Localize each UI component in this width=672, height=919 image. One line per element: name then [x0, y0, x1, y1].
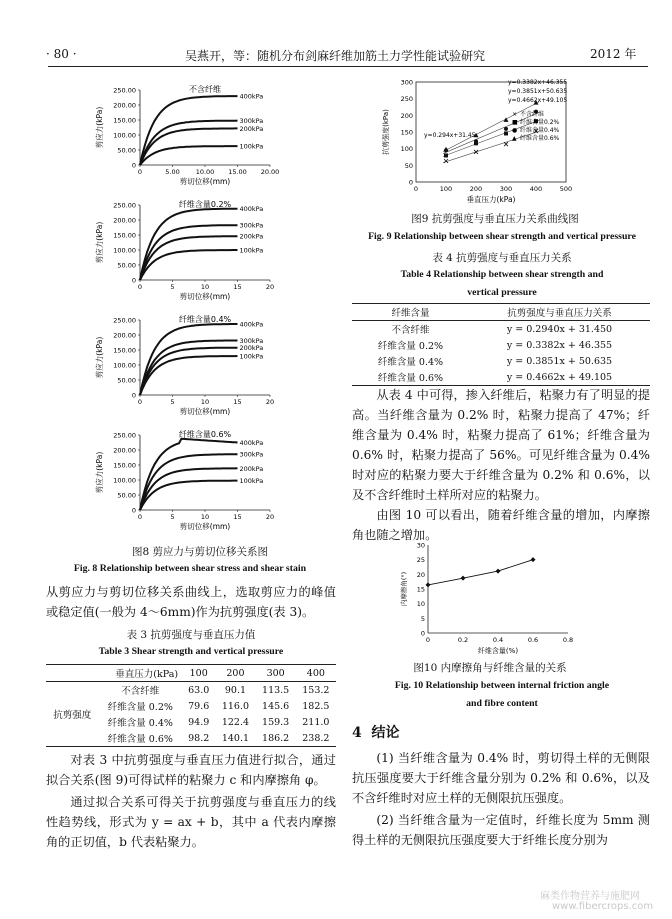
x-axis-label: 纤维含量(%)	[477, 647, 519, 655]
data-point	[504, 127, 508, 131]
table3-cell: 145.6	[262, 700, 290, 712]
table3-cell: 182.5	[302, 700, 330, 712]
curve-label: 100kPa	[239, 352, 264, 361]
table3-cell: 116.0	[221, 700, 250, 712]
table3-cell: 140.1	[221, 732, 250, 744]
table4-title-en: Table 4 Relationship between shear strength and	[400, 269, 604, 280]
x-tick-label: 200	[469, 185, 483, 193]
table4-cell: y = 0.4662x + 49.105	[506, 371, 613, 383]
y-axis-label: 剪应力(kPa)	[95, 336, 104, 379]
table4	[352, 303, 650, 386]
x-tick-label: 5	[170, 398, 175, 406]
data-point	[496, 569, 501, 574]
y-axis-label: 剪应力(kPa)	[95, 451, 104, 494]
x-tick-label: 400	[529, 185, 543, 193]
fig8-caption-en: Fig. 8 Relationship between shear stress and shear stain	[73, 563, 307, 574]
fit-equation: y=0.3382x+46.355	[508, 79, 568, 86]
table3	[46, 664, 336, 747]
y-tick-label: 50	[404, 161, 413, 170]
year: 2012 年	[590, 47, 637, 61]
y-tick-label: 0	[131, 276, 136, 285]
table-row	[352, 321, 650, 338]
watermark-url: www.fibercrops.com	[552, 901, 654, 912]
y-tick-label: 15	[416, 585, 425, 594]
y-tick-label: 50.00	[117, 376, 136, 385]
table3-cell: 94.9	[188, 716, 210, 728]
table3-cell: 90.1	[224, 684, 247, 696]
running-title: 吴燕开，等：随机分布剑麻纤维加筋土力学性能试验研究	[185, 49, 486, 63]
y-tick-label: 150.00	[113, 346, 136, 355]
y-tick-label: 100.00	[113, 131, 136, 140]
y-tick-label: 30	[416, 541, 425, 550]
paragraph-peak-selection: 从剪应力与剪切位移关系曲线上，选取剪应力的峰值或稳定值(一般为 4～6mm)作为抗剪强度(表 3)。	[46, 585, 336, 619]
x-axis-label: 剪切位移(mm)	[179, 292, 231, 301]
x-tick-label: 0	[137, 168, 143, 176]
y-tick-label: 100.00	[113, 246, 136, 255]
table4-cell: y = 0.3851x + 50.635	[506, 355, 613, 367]
curve-label: 300kPa	[239, 221, 264, 230]
stress-curve	[140, 356, 238, 395]
y-tick-label: 250	[400, 95, 413, 104]
y-tick-label: 200.00	[113, 101, 136, 110]
table3-cell: 153.2	[302, 684, 330, 696]
panel-title: 纤维含量0.4%	[178, 315, 232, 324]
y-tick-label: 250.00	[113, 201, 136, 210]
x-axis-label: 剪切位移(mm)	[179, 177, 231, 186]
y-axis-label: 抗剪强度(kPa)	[382, 109, 390, 155]
y-axis-label: 剪应力(kPa)	[95, 106, 104, 149]
x-tick-label: 20.00	[260, 168, 280, 176]
y-tick-label: 5	[420, 614, 425, 623]
panel-title: 纤维含量0.2%	[178, 200, 232, 209]
table-row	[352, 369, 650, 386]
table3-cell: 79.6	[188, 700, 210, 712]
table3-title-cn: 表 3 抗剪强度与垂直压力值	[126, 629, 256, 641]
y-axis-label: 内摩擦角(°)	[400, 571, 408, 607]
curve-label: 300kPa	[239, 117, 264, 126]
friction-line	[428, 560, 533, 585]
watermark-cn: 麻类作物营养与施肥网	[540, 891, 640, 902]
curve-label: 200kPa	[239, 232, 264, 241]
table-row	[46, 682, 336, 699]
fig10-caption-en: Fig. 10 Relationship between internal friction angle	[394, 680, 610, 691]
table3-rowlabel: 不含纤维	[121, 686, 160, 697]
table3-corner: 垂直压力(kPa)	[115, 669, 179, 680]
header-rule	[48, 66, 648, 67]
x-tick-label: 10	[200, 398, 210, 406]
fig8-chart	[90, 80, 305, 540]
legend-marker: ▲	[512, 135, 517, 142]
x-tick-label: 10	[200, 513, 210, 521]
table3-col: 400	[306, 667, 325, 679]
y-tick-label: 0	[131, 391, 136, 400]
fig9	[378, 74, 588, 204]
y-tick-label: 250.00	[113, 86, 136, 95]
x-axis-label: 剪切位移(mm)	[179, 407, 231, 416]
curve-label: 300kPa	[239, 336, 264, 345]
curve-label: 200kPa	[239, 344, 264, 353]
data-point	[504, 142, 508, 146]
fig8-caption-cn: 图8 剪应力与剪切位移关系图	[131, 546, 269, 558]
fig9-caption-cn: 图9 抗剪强度与垂直压力关系曲线图	[411, 213, 579, 225]
x-tick-label: 15	[233, 513, 242, 521]
data-point	[444, 153, 448, 157]
section-heading	[352, 722, 400, 742]
legend-marker: ●	[512, 127, 518, 134]
y-tick-label: 0	[420, 629, 425, 638]
fig9-caption-en: Fig. 9 Relationship between shear strength and vertical pressure	[368, 231, 636, 242]
curve-label: 400kPa	[239, 439, 264, 447]
table3-rowlabel: 纤维含量 0.6%	[107, 734, 173, 745]
x-tick-label: 20	[265, 283, 275, 291]
y-tick-label: 150	[400, 128, 413, 137]
table3-cell: 98.2	[188, 732, 210, 744]
conclusion-1: (1) 当纤维含量为 0.4% 时，剪切得土样的无侧限抗压强度要大于纤维含量分别为 0.2% 和 0.6%，以及不含纤维时对应土样的无侧限抗压强度。	[352, 751, 650, 805]
conclusion-2: (2) 当纤维含量为一定值时，纤维长度为 5mm 测得土样的无侧限抗压强度要大于纤维长度分别为	[352, 813, 650, 847]
x-axis-label: 垂直压力(kPa)	[466, 195, 516, 204]
y-tick-label: 0	[131, 506, 136, 515]
x-tick-label: 0	[425, 636, 431, 644]
y-tick-label: 0	[408, 178, 413, 187]
table3-cell: 238.2	[302, 732, 330, 744]
y-tick-label: 50.00	[117, 491, 136, 500]
y-tick-label: 250.00	[113, 316, 136, 325]
table3-rowlabel: 纤维含量 0.4%	[107, 718, 173, 729]
table4-title-cn: 表 4 抗剪强度与垂直压力关系	[432, 252, 572, 264]
table-row	[352, 337, 650, 353]
stress-curve	[140, 236, 238, 280]
stress-curve	[140, 250, 238, 280]
curve-label: 200kPa	[239, 124, 264, 133]
y-axis-label: 剪应力(kPa)	[95, 221, 104, 264]
table3-cell: 159.3	[262, 716, 290, 728]
table3-col: 300	[266, 667, 285, 679]
curve-label: 100kPa	[239, 246, 264, 255]
table4-cell: y = 0.2940x + 31.450	[506, 323, 613, 335]
x-tick-label: 10	[200, 283, 210, 291]
fig10-caption-en2: and fibre content	[466, 698, 538, 709]
curve-label: 100kPa	[239, 142, 264, 151]
curve-label: 200kPa	[239, 464, 264, 473]
x-axis-label: 剪切位移(mm)	[179, 522, 231, 531]
legend-entry: 不含纤维	[520, 111, 545, 118]
x-tick-label: 0.6	[527, 636, 539, 644]
section-title: 结论	[371, 725, 400, 741]
table3-col: 100	[189, 667, 208, 679]
y-tick-label: 150.00	[113, 461, 136, 470]
curve-label: 300kPa	[239, 450, 264, 459]
y-tick-label: 20	[416, 570, 425, 579]
fig8-panels	[90, 80, 305, 540]
fit-equation: y=0.294x+31.45	[424, 132, 476, 139]
y-tick-label: 0	[131, 161, 136, 170]
table4-cell: 纤维含量 0.6%	[377, 373, 444, 384]
data-point	[474, 150, 478, 154]
table3-cell: 211.0	[302, 716, 330, 728]
y-tick-label: 200.00	[113, 216, 136, 225]
x-tick-label: 0	[137, 398, 143, 406]
x-tick-label: 10.00	[195, 168, 215, 176]
fig10-chart	[398, 535, 578, 655]
paragraph-trendline: 通过拟合关系可得关于抗剪强度与垂直压力的线性趋势线，形式为 y = ax + b，其中 a 代表内摩擦角的正切值，b 代表粘聚力。	[46, 795, 336, 849]
curve-label: 400kPa	[239, 205, 264, 214]
x-tick-label: 100	[439, 185, 453, 193]
y-tick-label: 150.00	[113, 116, 136, 125]
legend-marker: ×	[512, 111, 518, 118]
legend-entry: 纤维含量0.2%	[520, 119, 560, 126]
y-tick-label: 10	[416, 600, 425, 609]
y-tick-label: 100.00	[113, 361, 136, 370]
table4-head: 纤维含量	[391, 308, 430, 319]
y-tick-label: 300	[400, 78, 413, 87]
table4-cell: 不含纤维	[391, 325, 430, 336]
curve-label: 100kPa	[239, 477, 264, 486]
stress-curve	[140, 481, 238, 510]
paragraph-friction: 由图 10 可以看出，随着纤维含量的增加，内摩擦角也随之增加。	[352, 508, 650, 542]
section-number: 4	[352, 725, 362, 741]
legend-entry: 纤维含量0.6%	[520, 135, 560, 142]
fig10-caption-cn: 图10 内摩擦角与纤维含量的关系	[413, 662, 567, 674]
stress-curve	[140, 146, 238, 165]
x-tick-label: 300	[499, 185, 513, 193]
table4-cell: y = 0.3382x + 46.355	[506, 339, 613, 351]
x-tick-label: 15.00	[228, 168, 247, 176]
panel-title: 不含纤维	[189, 85, 221, 94]
y-tick-label: 200.00	[113, 331, 136, 340]
y-tick-label: 150.00	[113, 231, 136, 240]
x-tick-label: 15	[233, 283, 242, 291]
paragraph-cohesion: 从表 4 中可得，掺入纤维后，粘聚力有了明显的提高。当纤维含量为 0.2% 时，粘聚力提高了 47%；纤维含量为 0.4% 时，粘聚力提高了 61%；纤维含量为 0.6% 时，粘聚力提高了 56%。可见纤维含量为 0.4% 时对应的粘聚力要大于纤维含量为 0.2% 和 0.6%，以及不含纤维时土样所对应的粘聚力。	[352, 388, 650, 502]
x-tick-label: 15	[233, 398, 242, 406]
table3-rowlabel: 纤维含量 0.2%	[107, 702, 173, 713]
legend-marker: ■	[512, 119, 518, 126]
fig9-chart	[378, 74, 588, 204]
paragraph-fit: 对表 3 中抗剪强度与垂直压力值进行拟合，通过拟合关系(图 9)可得试样的粘聚力 c 和内摩擦角 φ。	[46, 753, 336, 787]
x-tick-label: 0.8	[562, 636, 574, 644]
fit-equation: y=0.3851x+50.635	[508, 88, 568, 95]
y-tick-label: 200	[400, 111, 413, 120]
y-tick-label: 25	[416, 556, 425, 565]
y-tick-label: 100.00	[113, 476, 136, 485]
data-point	[426, 582, 431, 587]
table3-col: 200	[226, 667, 245, 679]
y-tick-label: 200.00	[113, 446, 136, 455]
data-point	[531, 557, 536, 562]
x-tick-label: 5	[170, 283, 175, 291]
table3-cell: 63.0	[188, 684, 210, 696]
curve-label: 400kPa	[239, 320, 264, 329]
table3-rowgroup: 抗剪强度	[53, 710, 92, 721]
table3-cell: 122.4	[221, 716, 250, 728]
x-tick-label: 0.4	[492, 636, 504, 644]
y-tick-label: 50.00	[117, 146, 136, 155]
y-tick-label: 100	[400, 145, 413, 154]
y-tick-label: 50.00	[117, 261, 136, 270]
table4-head: 抗剪强度与垂直压力关系	[507, 308, 612, 319]
x-tick-label: 0	[137, 513, 143, 521]
panel-title: 纤维含量0.6%	[178, 430, 232, 439]
table-row	[352, 353, 650, 369]
table4-cell: 纤维含量 0.2%	[377, 341, 444, 352]
data-point	[474, 139, 478, 143]
y-tick-label: 250.00	[113, 431, 136, 440]
x-tick-label: 5.00	[165, 168, 180, 176]
table3-title-en: Table 3 Shear strength and vertical pressure	[98, 646, 284, 657]
legend-entry: 纤维含量0.4%	[520, 127, 560, 134]
x-tick-label: 5	[170, 513, 175, 521]
table3-cell: 113.5	[262, 684, 290, 696]
fit-equation: y=0.4662x+49.105	[508, 97, 568, 104]
curve-label: 400kPa	[239, 92, 264, 101]
data-point	[461, 576, 466, 581]
fig10	[398, 535, 578, 655]
x-tick-label: 0.2	[457, 636, 469, 644]
x-tick-label: 0	[413, 185, 419, 193]
page-number: · 80 ·	[46, 47, 77, 61]
x-tick-label: 500	[559, 185, 573, 193]
data-point	[504, 131, 508, 135]
table3-cell: 186.2	[262, 732, 290, 744]
x-tick-label: 20	[265, 513, 275, 521]
table4-cell: 纤维含量 0.4%	[377, 357, 444, 368]
x-tick-label: 20	[265, 398, 275, 406]
x-tick-label: 0	[137, 283, 143, 291]
table4-title-en2: vertical pressure	[467, 287, 537, 298]
